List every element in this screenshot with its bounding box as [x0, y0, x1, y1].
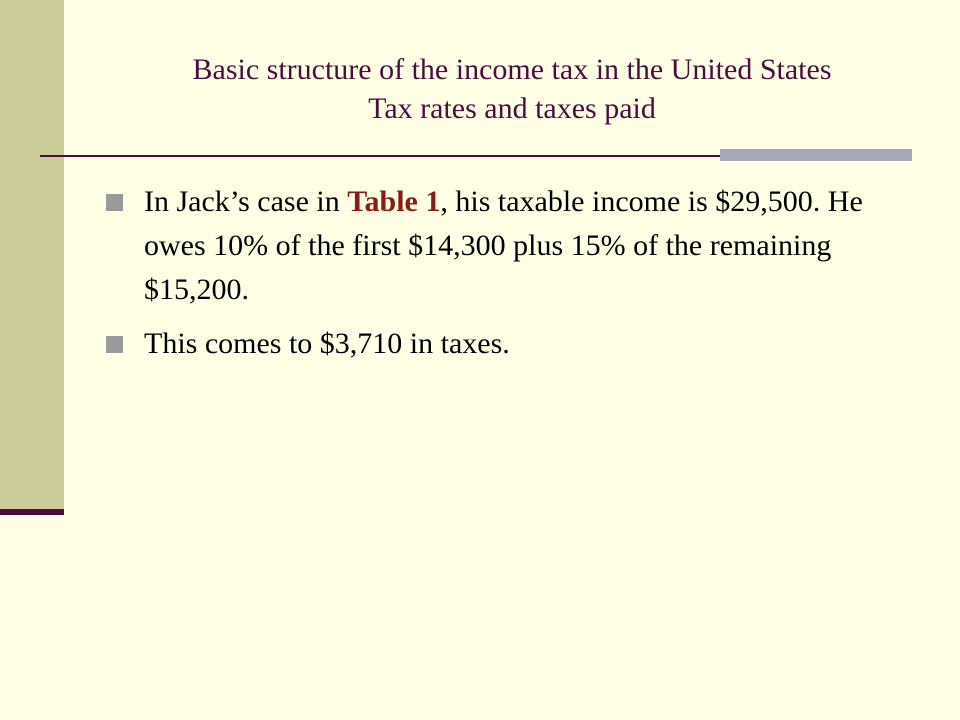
table-1-reference: Table 1 — [347, 185, 441, 218]
square-bullet-icon — [106, 194, 123, 211]
slide-title-line2: Tax rates and taxes paid — [368, 92, 656, 125]
bullet-2-text: This comes to $3,710 in taxes. — [144, 327, 510, 360]
bullet-1-prefix: In Jack’s case in — [144, 185, 348, 218]
slide-title — [64, 50, 960, 128]
square-bullet-icon — [106, 336, 123, 353]
bullet-item-2 — [106, 322, 866, 366]
bullet-1-suffix: , his taxable income is $29,500. He owes 10% of the first $14,300 plus 15% of the remaining $15,200. — [144, 185, 863, 306]
bullet-item-1 — [106, 180, 866, 312]
title-divider-accent — [720, 149, 912, 161]
left-decorative-bar — [0, 0, 64, 512]
left-bar-accent-line — [0, 509, 64, 515]
bullet-list — [106, 180, 866, 376]
slide-title-line1: Basic structure of the income tax in the United States — [192, 53, 832, 86]
